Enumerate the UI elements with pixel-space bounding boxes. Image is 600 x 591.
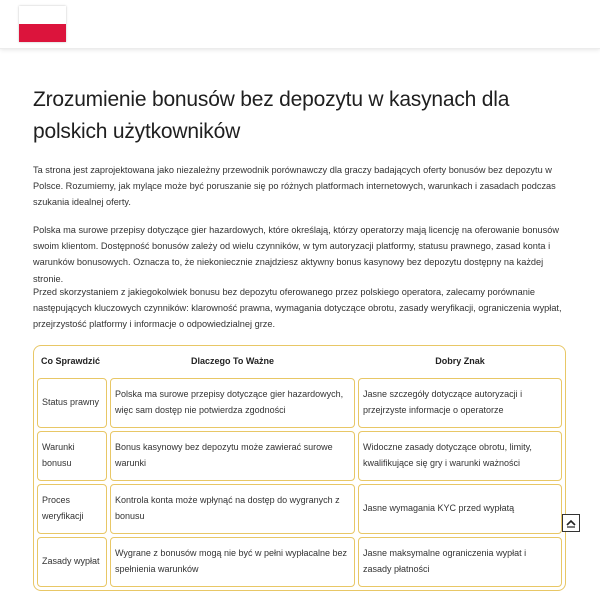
table-cell: Bonus kasynowy bez depozytu może zawierać surowe warunki: [110, 431, 355, 481]
table-row: [37, 378, 562, 428]
scroll-to-top-button[interactable]: [562, 514, 580, 532]
table-cell: Jasne maksymalne ograniczenia wypłat i zasady płatności: [358, 537, 562, 587]
comparison-paragraph: Przed skorzystaniem z jakiegokolwiek bonusu bez depozytu oferowanego przez polskiego operatora, zalecamy porównanie następujących kluczowych czynników: klarowność prawna, wymagania dotyczące obrotu, zasady weryfikacji, ograniczenia wypłat, przejrzystość platformy i informacje o odpowiedzialnej grze.: [33, 287, 562, 330]
table-cell: Status prawny: [37, 378, 107, 428]
legal-paragraph: Polska ma surowe przepisy dotyczące gier hazardowych, które określają, którzy operatorzy mają licencję na oferowanie bonusów swoim klientom. Dostępność bonusów zależy od wielu czynników, w tym autoryzacji platformy, statusu prawnego, zasad konta i warunków bonusowych. Oznacza to, że niekoniecznie znajdziesz aktywny bonus kasynowy bez depozytu dostępny na każdej stronie.: [33, 225, 559, 284]
chevron-up-icon: [565, 517, 577, 529]
table-row: [37, 537, 562, 587]
poland-flag-icon[interactable]: [19, 6, 66, 42]
table-row: [37, 431, 562, 481]
table-cell: Wygrane z bonusów mogą nie być w pełni wypłacalne bez spełnienia warunków: [110, 537, 355, 587]
table-cell: Jasne szczegóły dotyczące autoryzacji i przejrzyste informacje o operatorze: [358, 378, 562, 428]
table-row: [37, 484, 562, 534]
flag-white-stripe: [19, 6, 66, 24]
table-cell: Kontrola konta może wpłynąć na dostęp do wygranych z bonusu: [110, 484, 355, 534]
table-cell: Zasady wypłat: [37, 537, 107, 587]
table-cell: Polska ma surowe przepisy dotyczące gier hazardowych, więc sam dostęp nie potwierdza zgodności: [110, 378, 355, 428]
flag-red-stripe: [19, 24, 66, 42]
page-title: Zrozumienie bonusów bez depozytu w kasynach dla polskich użytkowników: [33, 88, 510, 143]
intro-paragraph: Ta strona jest zaprojektowana jako niezależny przewodnik porównawczy dla graczy badających oferty bonusów bez depozytu w Polsce. Rozumiemy, jak mylące może być poruszanie się po różnych platformach internetowych, warunkach i zasadach podczas szukania idealnej oferty.: [33, 165, 556, 208]
comparison-table: [33, 345, 566, 591]
table-cell: Jasne wymagania KYC przed wypłatą: [358, 484, 562, 534]
main-content: [33, 84, 567, 330]
table-cell: Warunki bonusu: [37, 431, 107, 481]
column-header: Dlaczego To Ważne: [110, 349, 355, 375]
site-header: [0, 0, 600, 49]
column-header: Co Sprawdzić: [37, 349, 107, 375]
table-cell: Proces weryfikacji: [37, 484, 107, 534]
table-cell: Widoczne zasady dotyczące obrotu, limity, kwalifikujące się gry i warunki ważności: [358, 431, 562, 481]
table-header-row: [37, 349, 562, 375]
column-header: Dobry Znak: [358, 349, 562, 375]
